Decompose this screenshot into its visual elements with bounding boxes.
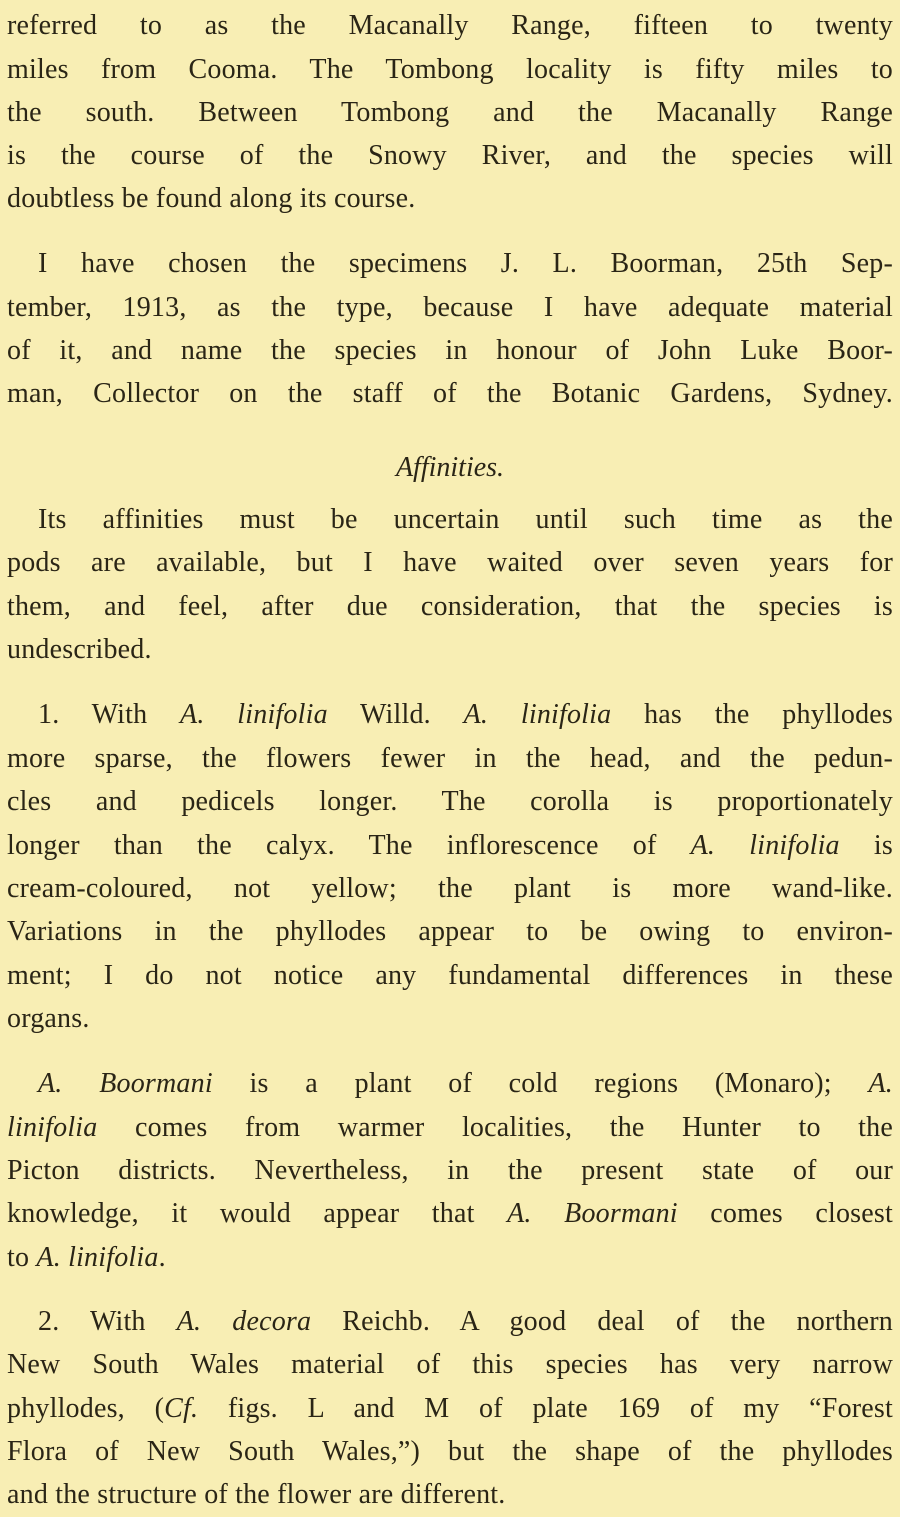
p1-line-3: the south. Between Tombong and the Macanally Range bbox=[7, 97, 893, 128]
p6-line-1: 2. With A. decora Reichb. A good deal of the northern bbox=[38, 1306, 893, 1337]
p3-line-4: undescribed. bbox=[7, 634, 152, 665]
p4-line-6: Variations in the phyllodes appear to be owing to environ- bbox=[7, 916, 893, 947]
p2-line-3: of it, and name the species in honour of John Luke Boor- bbox=[7, 335, 893, 366]
p3-line-2: pods are available, but I have waited over seven years for bbox=[7, 547, 893, 578]
p1-line-4: is the course of the Snowy River, and the species will bbox=[7, 140, 893, 171]
p4-line-8: organs. bbox=[7, 1003, 90, 1034]
p1-line-5: doubtless be found along its course. bbox=[7, 183, 416, 214]
p6-line-2: New South Wales material of this species has very narrow bbox=[7, 1349, 893, 1380]
p6-line-3: phyllodes, (Cf. figs. L and M of plate 169 of my “Forest bbox=[7, 1393, 894, 1424]
p2-line-2: tember, 1913, as the type, because I have adequate material bbox=[7, 292, 893, 323]
p4-line-5: cream-coloured, not yellow; the plant is more wand-like. bbox=[7, 873, 893, 904]
p3-line-1: Its affinities must be uncertain until such time as the bbox=[38, 504, 893, 535]
p5-line-2: linifolia comes from warmer localities, the Hunter to the bbox=[7, 1112, 893, 1143]
p4-line-3: cles and pedicels longer. The corolla is proportionately bbox=[7, 786, 893, 817]
p5-line-5: to A. linifolia. bbox=[7, 1242, 166, 1273]
p6-line-4: Flora of New South Wales,”) but the shape of the phyllodes bbox=[7, 1436, 893, 1467]
p4-line-1: 1. With A. linifolia Willd. A. linifolia has the phyllodes bbox=[38, 699, 893, 730]
p1-line-1: referred to as the Macanally Range, fifteen to twenty bbox=[7, 10, 893, 41]
p1-line-2: miles from Cooma. The Tombong locality is fifty miles to bbox=[7, 54, 893, 85]
p2-line-4: man, Collector on the staff of the Botanic Gardens, Sydney. bbox=[7, 378, 893, 409]
p3-line-3: them, and feel, after due consideration, that the species is bbox=[7, 591, 893, 622]
p4-line-4: longer than the calyx. The inflorescence of A. linifolia is bbox=[7, 830, 893, 861]
p4-line-7: ment; I do not notice any fundamental differences in these bbox=[7, 960, 893, 991]
p5-line-1: A. Boormani is a plant of cold regions (Monaro); A. bbox=[38, 1068, 893, 1099]
p4-line-2: more sparse, the flowers fewer in the head, and the pedun- bbox=[7, 743, 893, 774]
p2-line-1: I have chosen the specimens J. L. Boorman, 25th Sep- bbox=[38, 248, 893, 279]
section-heading-affinities: Affinities. bbox=[395, 452, 505, 483]
p5-line-3: Picton districts. Nevertheless, in the present state of our bbox=[7, 1155, 893, 1186]
p6-line-5: and the structure of the flower are different. bbox=[7, 1479, 506, 1510]
p5-line-4: knowledge, it would appear that A. Boormani comes closest bbox=[7, 1198, 893, 1229]
